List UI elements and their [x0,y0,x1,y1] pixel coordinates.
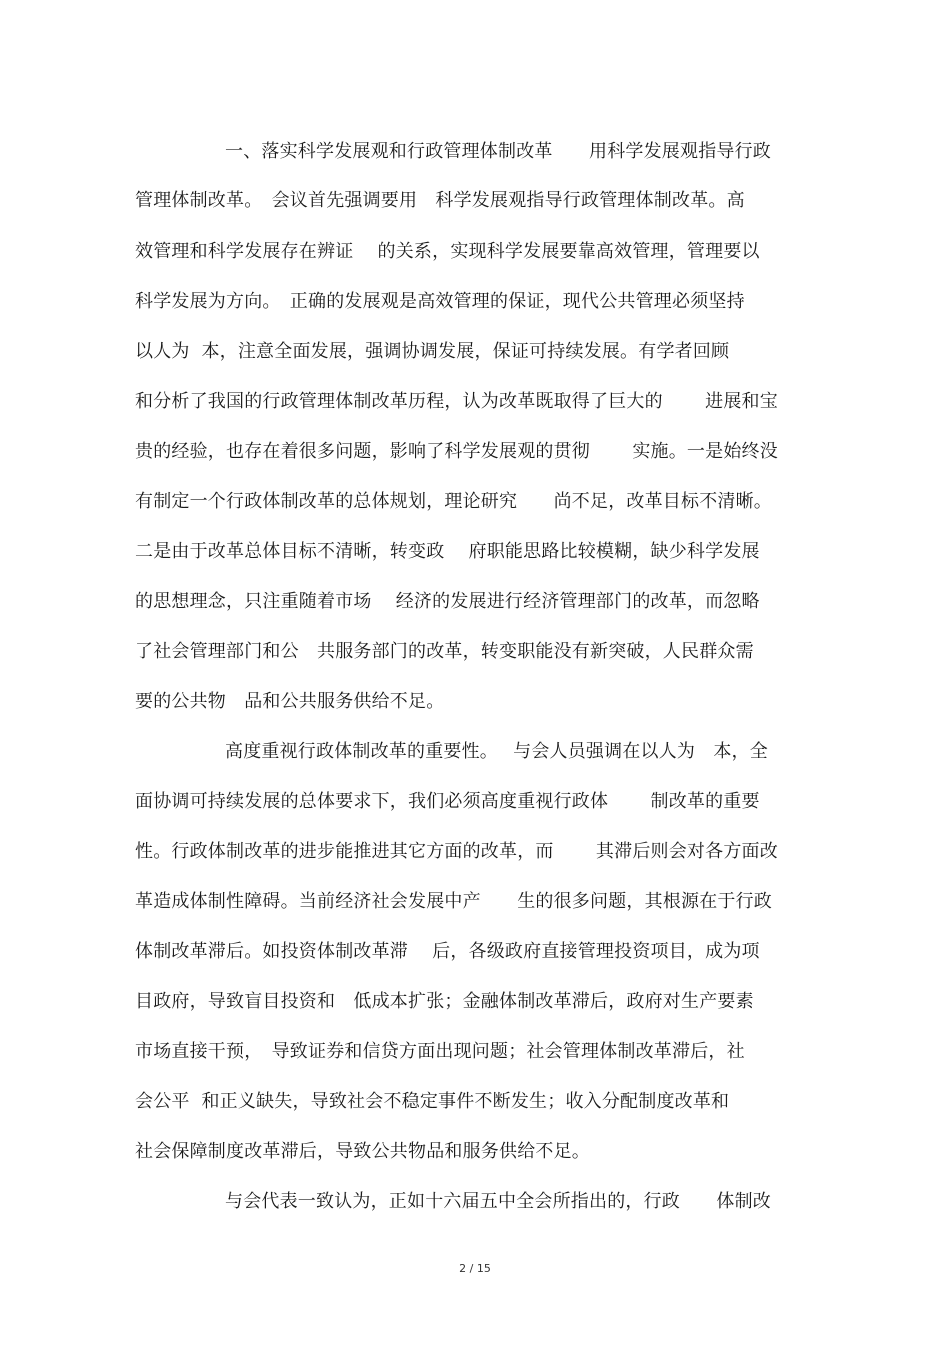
text-line: 了社会管理部门和公 共服务部门的改革，转变职能没有新突破，人民群众需 [135,641,754,662]
text-line: 市场直接干预， 导致证券和信贷方面出现问题；社会管理体制改革滞后，社 [135,1041,745,1062]
text-line: 社会保障制度改革滞后，导致公共物品和服务供给不足。 [135,1141,590,1162]
text-line: 一、落实科学发展观和行政管理体制改革 用科学发展观指导行政 [225,141,771,162]
text-line: 管理体制改革。 会议首先强调要用 科学发展观指导行政管理体制改革。高 [135,190,745,211]
text-line: 性。行政体制改革的进步能推进其它方面的改革，而 其滞后则会对各方面改 [135,841,778,862]
text-line: 要的公共物 品和公共服务供给不足。 [135,691,445,712]
text-line: 和分析了我国的行政管理体制改革历程，认为改革既取得了巨大的 进展和宝 [135,391,778,412]
text-line: 效管理和科学发展存在辨证 的关系，实现科学发展要靠高效管理，管理要以 [135,241,760,262]
text-line: 以人为 本，注意全面发展，强调协调发展，保证可持续发展。有学者回顾 [135,341,730,362]
text-line: 体制改革滞后。如投资体制改革滞 后，各级政府直接管理投资项目，成为项 [135,941,760,962]
text-line: 高度重视行政体制改革的重要性。 与会人员强调在以人为 本，全 [225,741,768,762]
text-line: 的思想理念，只注重随着市场 经济的发展进行经济管理部门的改革，而忽略 [135,591,760,612]
text-line: 革造成体制性障碍。当前经济社会发展中产 生的很多问题，其根源在于行政 [135,891,772,912]
text-line: 面协调可持续发展的总体要求下，我们必须高度重视行政体 制改革的重要 [135,791,760,812]
text-line: 与会代表一致认为，正如十六届五中全会所指出的，行政 体制改 [225,1191,771,1212]
text-line: 会公平 和正义缺失，导致社会不稳定事件不断发生；收入分配制度改革和 [135,1091,730,1112]
text-line: 有制定一个行政体制改革的总体规划，理论研究 尚不足，改革目标不清晰。 [135,491,772,512]
page-number: 2 / 15 [459,1262,491,1275]
text-line: 目政府，导致盲目投资和 低成本扩张；金融体制改革滞后，政府对生产要素 [135,991,754,1012]
text-line: 二是由于改革总体目标不清晰，转变政 府职能思路比较模糊，缺少科学发展 [135,541,760,562]
text-line: 科学发展为方向。 正确的发展观是高效管理的保证，现代公共管理必须坚持 [135,291,745,312]
text-line: 贵的经验，也存在着很多问题，影响了科学发展观的贯彻 实施。一是始终没 [135,441,778,462]
